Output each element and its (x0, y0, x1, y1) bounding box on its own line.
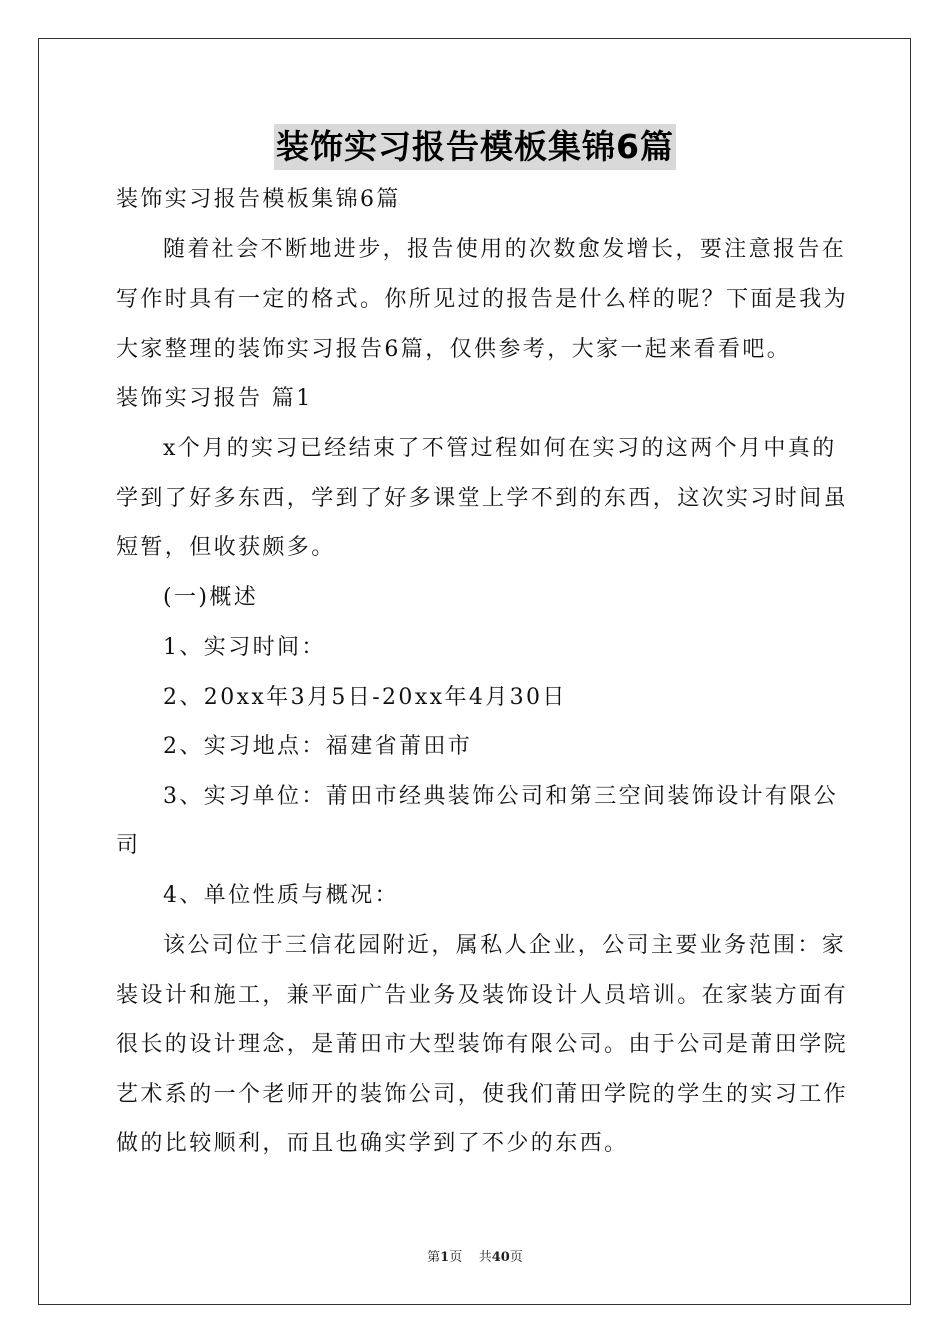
paragraph-line: 大家整理的装饰实习报告6篇，仅供参考，大家一起来看看吧。 (116, 337, 792, 362)
list-item: 4、单位性质与概况： (163, 883, 399, 908)
section-heading: 装饰实习报告 篇1 (116, 386, 313, 411)
subtitle-line: 装饰实习报告模板集锦6篇 (116, 187, 401, 212)
total-prefix: 共 (478, 1250, 492, 1265)
list-item: 3、实习单位：莆田市经典装饰公司和第三空间装饰设计有限公 (163, 784, 839, 809)
paragraph-line: 装设计和施工，兼平面广告业务及装饰设计人员培训。在家装方面有 (116, 983, 849, 1008)
page-suffix: 页 (449, 1250, 463, 1265)
page-footer (0, 1246, 950, 1265)
page-prefix: 第 (427, 1250, 441, 1265)
total-suffix: 页 (509, 1250, 523, 1265)
paragraph-line: 很长的设计理念，是莆田市大型装饰有限公司。由于公司是莆田学院 (116, 1032, 849, 1057)
list-item: 2、20xx年3月5日-20xx年4月30日 (163, 685, 567, 710)
list-item: 1、实习时间： (163, 635, 326, 660)
paragraph-line: 该公司位于三信花园附近，属私人企业，公司主要业务范围：家 (163, 933, 847, 958)
paragraph-line: 做的比较顺利，而且也确实学到了不少的东西。 (116, 1131, 629, 1156)
list-item: 2、实习地点：福建省莆田市 (163, 734, 473, 759)
page-number: 1 (440, 1250, 450, 1265)
total-pages: 40 (491, 1250, 510, 1265)
list-item-continuation: 司 (116, 833, 141, 858)
paragraph-line: 艺术系的一个老师开的装饰公司，使我们莆田学院的学生的实习工作 (116, 1082, 849, 1107)
paragraph-line: x个月的实习已经结束了不管过程如何在实习的这两个月中真的 (163, 436, 837, 461)
subsection-heading: (一)概述 (163, 585, 259, 610)
page-border (38, 38, 911, 1305)
paragraph-line: 学到了好多东西，学到了好多课堂上学不到的东西，这次实习时间虽 (116, 486, 849, 511)
paragraph-line: 短暂，但收获颇多。 (116, 535, 336, 560)
paragraph-line: 随着社会不断地进步，报告使用的次数愈发增长，要注意报告在 (163, 237, 847, 262)
title-wrap (0, 124, 950, 170)
paragraph-line: 写作时具有一定的格式。你所见过的报告是什么样的呢？下面是我为 (116, 287, 849, 312)
document-title: 装饰实习报告模板集锦6篇 (274, 124, 676, 170)
